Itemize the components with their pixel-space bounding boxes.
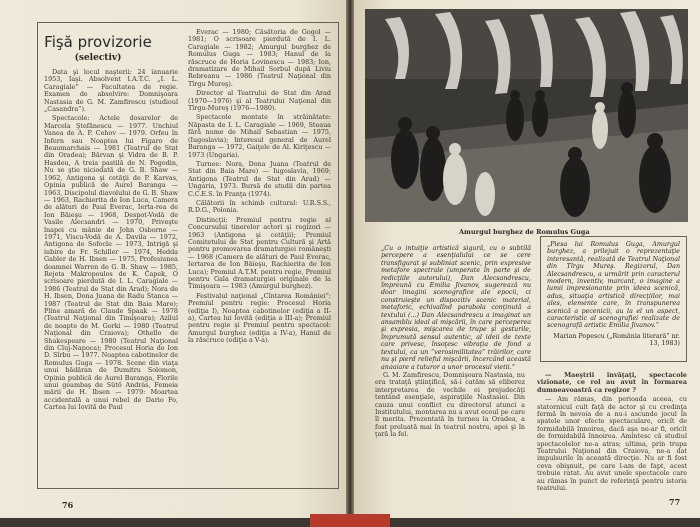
paragraph: G. M. Zamfirescu, Domnişoara Nastasia, nu era trataţă ştiinţifică, să-i catăm să eliberez interpretarea de vechile ei prejudecăţi tentând esenţiale, aspiraţiile Nastasiei. Din cauza unui conflict cu directorul atunci a Institutului, montarea nu a avut ecoul pe care îl merita. Prezentată în turneu la Oradea, a fost preluată mai în teatrul nostru, apoi şi în ţară la fel.: [375, 372, 525, 439]
quote-text: „Cu o intuiţie artistică sigură, cu o subtilă percepere a esenţialului ce se cere transfigurat şi subliniat scenic, prin expresive metafore spectrale (umperate în parte şi de redicţiile autorului), Dan Alecsandrescu, împreună cu Emilia Jivanov, sugerează nu doar imagini scenografice ale epocii, ci construieşte un dispozitiv scenic material, metaforic, echivalînd parabola conţinută a textului (...) Dan Alecsandrescu a imaginat un ansamblu ideal al mişcării, în care perceperea şi expresia, mişcarea de trupe şi gesturile, împrumută sensul autentic, al ideii de texte care privesc, însoţesc vibraţia de fond a textului, ca un “verosimilitatea” trăirilor, care nu şi pierd relieful mişcării, încercând această angajare a tuturor a unor procesul vieţii.”: [381, 245, 531, 369]
page-number-right: 77: [669, 497, 681, 507]
left-page: [0, 0, 349, 520]
critic-quote-left: [375, 241, 537, 369]
sheet-subtitle: (selectiv): [74, 53, 122, 63]
paragraph: — Am rămas, din perioada aceea, cu statornicul cult faţă de actor şi cu credinţa fermă în nevoia de a nu-i ascunde jocul în spatele unor efecte spectaculare, oricît de formidabilă înnoirea, dacă aşa ne-ar fi, oricît de formidabilă înnoirea. Amintesc că studiul spectacolelor ne-a atras; ultima, prin trupa Teatrului Naţional din Craiova, ne-a dat impulsurile în această direcţie. Nu ar fi fost ceva obişnuit, pe care l-am de fapt, acest trebuie ratat. Au avut unele spectacole care au rămas în punct de referinţă pentru istoria teatrului.: [537, 395, 687, 492]
text-column-2: [188, 29, 331, 484]
critic-quote-right: [540, 236, 687, 362]
stage-photo: [365, 9, 688, 222]
bookmark-ribbon: [310, 514, 390, 527]
paragraph: Turnee: Nora, Dona Juana (Teatrul de Stat din Baia Mare) — Iugoslavia, 1969; Antigona (Teatrul de Stat din Arad) — Ungaria, 1973. Bursă de studii din partea C.C.E.S. în Franţa (1974).: [188, 159, 331, 198]
interview-question: — Maeştrii învăţaţi, spectacole vizionate, ce rol au avut în formarea dumneavoastră ca regizor ?: [537, 372, 687, 394]
paragraph: Călătorii în schimb cultural: U.R.S.S., R.D.G., Polonia.: [188, 198, 331, 215]
quote-text: „Piesa lui Romulus Guga, Amurgul burghez, a prilejuit o reprezentaţie interesantă, realizată de Teatrul Naţional din Tîrgu Mureş. Regizorul, Dan Alecsandrescu, a urmărit prin caracterul modern, inventiv, marcant, o imagine a lumii impresionante prin ideea scenică, adus, situaţia artistică direcţiilor, mai ales, elemente care, în transpunerea scenică a pecenicii, au la el un aspect, caracteristic al scenografiei realizate de scenografă artistic Emilia Jivanov.”: [547, 241, 680, 330]
paragraph: Data şi locul naşterii: 24 ianuarie 1953, Iaşi. Absolvent I.A.T.C. „I. L. Caragiale” — Facultatea de regie. Examen de absolvire: Domnişoara Nastasia de G. M. Zamfirescu (studioul „Casandra”).: [44, 69, 178, 114]
interview-text-right: [537, 372, 687, 492]
quote-attribution: Marian Popescu („România literară” nr. 13, 1983): [553, 332, 680, 348]
interview-text-left: [375, 372, 525, 492]
paragraph: Festivalul naţional „Cîntarea României”: Premiul pentru regie: Procesul Horia (ediţia I), Noaptea cabotinelor (ediţia a II-a), Cartea lui Iovită (ediţia a III-a); Premiul pentru regie şi Premiul pentru spectacol: Amurgul burghez (ediţia a IV-a), Hanul de la răscruce (ediţia a V-a).: [188, 291, 331, 345]
photo-caption: Amurgul burghez de Romulus Guga: [459, 228, 590, 236]
paragraph: Spectacole: Actele dosarelor de Marcela Ştefănescu — 1977. Unchiul Vanea de A. P. Cehov — 1979. Orfeu în Infern sau Noaptea lui Figaro de Beaumarchais — 1981 (Teatrul de Stat din Oradea); Bărvan şi Vidra de B. P. Hasdeu, A treia pastilă de N. Pogodin, Nu se ştie niciodată de G. B. Shaw — 1962, Antigona şi cetăţii de P. Karvas, Opinia publică de Aurel Baranga — 1963, Discipolul diavolului de G. B. Shaw — 1963, Rachierita de Ion Luca, Camera de alături de Paul Everac, Ierta-rea de Ion Băieşu — 1968, Despot-Vodă de Vasile Alecsandri — 1970, Priveşte înapoi cu mânie de John Osborne — 1971, Viscu-Vodă de A. Davila — 1972, Antigona de Sofocle — 1973, Intrigă şi iubire de Fr. Schiller — 1974, Hedda Gabler de H. Ibsen — 1975, Profesiunea doamnei Warren de G. B. Shaw — 1985, Rejeta Makropoulos de K. Čapek, O scrisoare pierdută de I. L. Caragiale — 1986 (Teatrul de Stat din Arad); Nora de H. Ibsen, Dona Juana de Radu Stanca — 1987 (Teatrul de Stat din Baia Mare); Pline amară de Claude Spaak — 1978 (Teatrul Naţional din Timişoara); Azilul de noapte de M. Gorki — 1980 (Teatrul Naţional din Craiova); Othello de Shakespeare — 1980 (Teatrul Naţional din Cluj-Napoca); Procesul Horia de Ion D. Sîrbu — 1977. Noaptea cabotinelor de Romulus Guga — 1978. Scene din viaţa unui bădăran de Dumitru Solomon, Opinia publică de Aurel Baranga, Florile unui geambaş de Sütő András, Femeia mării de H. Ibsen — 1979: Moartea accidentală a unui rebel de Dario Fo, Cartea lui Iovită de Paul: [44, 114, 178, 412]
page-number-left: 76: [62, 500, 74, 510]
right-page: [351, 0, 700, 520]
sheet-title: Fişă provizorie: [44, 33, 152, 51]
book-spine: [346, 0, 354, 527]
stage-photo-drawing: [365, 9, 688, 222]
text-column-1: [44, 69, 178, 484]
paragraph: Everac — 1980; Căsătoria de Gogol — 1981; O scrisoare pierdută de I. L. Caragiale — 1982; Amurgul burghez de Romulus Guga — 1983; Hanul de la răscruce de Horia Lovinescu — 1983; Ion, dramatizare de Mihail Sorbul după Liviu Rebreanu — 1986 (Teatrul Naţional din Tîrgu Mureş).: [188, 29, 331, 88]
provisional-sheet-box: [37, 22, 339, 489]
paragraph: Spectacole montate în străinătate: Năpasta de I. L. Caragiale — 1969, Steaua fără nume de Mihail Sebastian — 1975, (Iugoslavia); Interesul general de Aurel Baranga — 1972, Gaiţele de Al. Kiriţescu — 1973 (Ungaria).: [188, 113, 331, 159]
paragraph: Distincţii: Premiul pentru regie al Concursului tinerelor actori şi regizori — 1963 (Antigona şi cetăţii); Premiul Comitetului de Stat pentru Cultură şi Artă pentru promovarea dramaturgiei româneşti — 1968 (Camera de alături de Paul Everac, Iertarea de Ion Băieşu, Rachierita de Ion Luca); Premiul A.T.M. pentru regie, Premiul pentru Gala dramaturgiei originale de la Timişoara — 1983 (Amurgul burghez).: [188, 215, 331, 291]
paragraph: Director al Teatrului de Stat din Arad (1970—1976) şi al Teatrului Naţional din Tîrgu-Mureş (1976—1980).: [188, 89, 331, 113]
